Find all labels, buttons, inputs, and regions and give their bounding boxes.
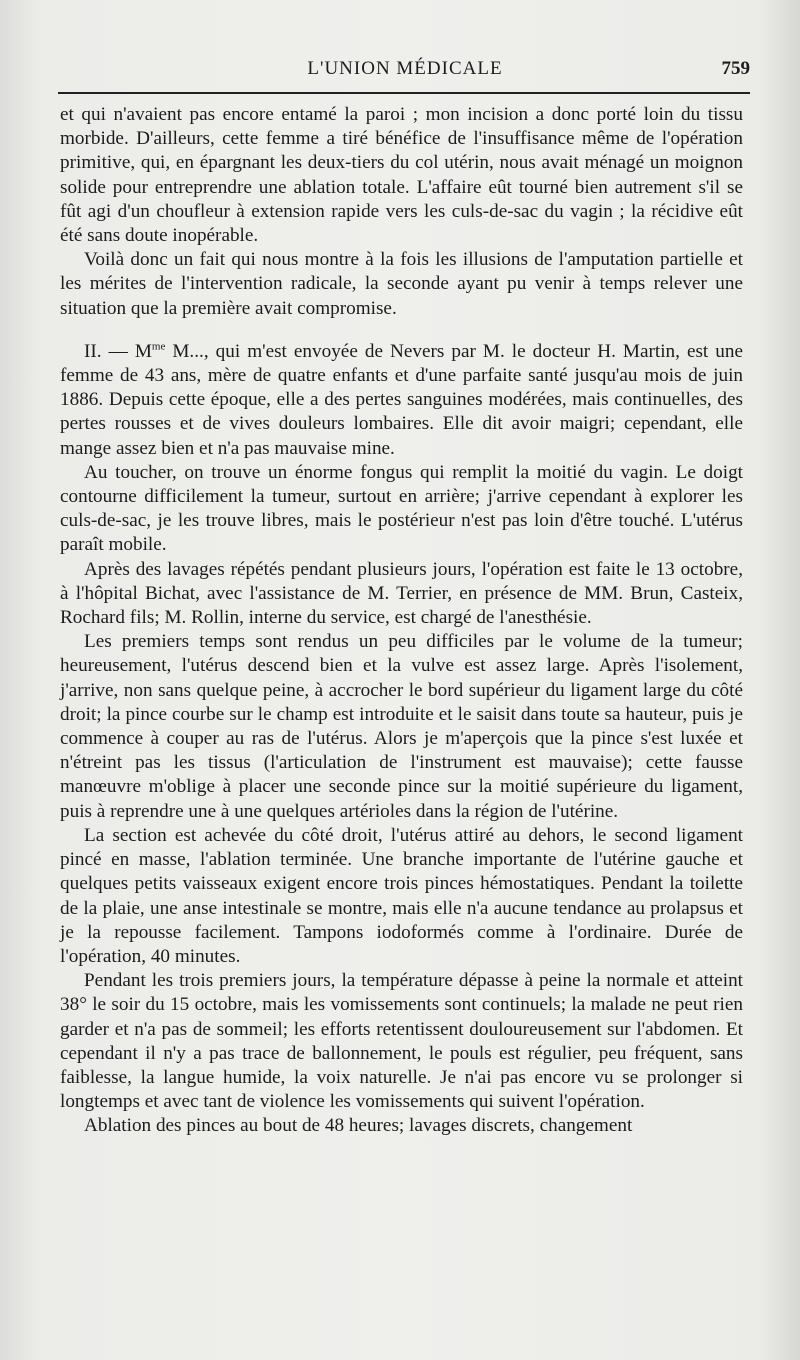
paragraph-pince-removal: Ablation des pinces au bout de 48 heures; lavages discrets, changement xyxy=(84,1115,633,1137)
paragraph-procedure: Les premiers temps sont rendus un peu difficiles par le volume de la tumeur; heureusement, l'utérus descend bien et la vulve est assez large. Après l'isolement, j'arrive, non sans quelque peine, à accrocher le bord supérieur du ligament large du côté droit; la pince courbe sur le champ est introduite et le saisit dans toute sa hauteur, puis je commence à couper au ras de l'utérus. Alors je m'aperçois que la pince s'est luxée et n'étreint pas les tissus (l'articulation de l'instrument est mauvaise); cette fausse manœuvre m'oblige à placer une seconde pince sur la moitié supérieure du ligament, puis à reprendre une à une quelques artérioles dans la région de l'utérine. xyxy=(60,631,743,822)
case-two-title-superscript: me xyxy=(151,340,166,353)
case-two-text: M..., qui m'est envoyée de Nevers par M. le docteur H. Martin, est une femme de 43 ans, mère de quatre enfants et d'une parfaite santé jusqu'au mois de juin 1886. Depuis cette époque, elle a des pertes sanguines modérées, mais continuelles, des pertes rousses et de vives douleurs lombaires. Elle dit avoir maigri; cependant, elle mange assez bien et n'a pas mauvaise mine. xyxy=(60,340,743,459)
running-header xyxy=(60,58,750,88)
article-body xyxy=(60,103,743,1139)
paragraph-postoperative: Pendant les trois premiers jours, la température dépasse à peine la normale et atteint 38° le soir du 15 octobre, mais les vomissements sont continuels; la malade ne peut rien garder et n'a pas de sommeil; les efforts retentissent douloureusement sur l'abdomen. Et cependant il n'y a pas trace de ballonnement, le pouls est régulier, peu fréquent, sans faiblesse, la langue humide, la voix naturelle. Je n'ai pas encore vu se prolonger si longtemps et avec tant de violence les vomissements qui suivent l'opération. xyxy=(60,970,743,1113)
paragraph-conclusion: Voilà donc un fait qui nous montre à la fois les illusions de l'amputation partielle et les mérites de l'intervention radicale, la seconde ayant pu venir à temps relever une situation que la première avait compromise. xyxy=(60,249,743,319)
case-two-lead: II. — M xyxy=(84,340,152,362)
paragraph-examination: Au toucher, on trouve un énorme fongus qui remplit la moitié du vagin. Le doigt contourne difficilement la tumeur, surtout en arrière; j'arrive cependant à explorer les culs-de-sac, je les trouve libres, mais le postérieur n'est pas loin d'être touché. L'utérus paraît mobile. xyxy=(60,461,743,556)
paragraph-case-two xyxy=(60,340,743,461)
paragraph-continuation: et qui n'avaient pas encore entamé la paroi ; mon incision a donc porté loin du tissu morbide. D'ailleurs, cette femme a tiré bénéfice de l'insuffisance même de l'opération primitive, qui, en épargnant les deux-tiers du col utérin, nous avait ménagé un moignon solide pour entreprendre une ablation totale. L'affaire eût tourné bien autrement s'il se fût agi d'un choufleur à extension rapide vers les culs-de-sac du vagin ; la récidive eût été sans doute inopérable. xyxy=(60,104,743,247)
header-rule xyxy=(58,92,750,94)
journal-title: L'UNION MÉDICALE xyxy=(307,58,503,79)
paragraph-operation-setup: Après des lavages répétés pendant plusieurs jours, l'opération est faite le 13 octobre, à l'hôpital Bichat, avec l'assistance de M. Terrier, en présence de MM. Brun, Casteix, Rochard fils; M. Rollin, interne du service, est chargé de l'anesthésie. xyxy=(60,558,743,629)
paragraph-section: La section est achevée du côté droit, l'utérus attiré au dehors, le second ligament pincé en masse, l'ablation terminée. Une branche importante de l'utérine gauche et quelques petits vaisseaux exigent encore trois pinces hémostatiques. Pendant la toilette de la plaie, une anse intestinale se montre, mais elle n'a aucune tendance au prolapsus et je la repousse facilement. Tampons iodoformés comme à l'ordinaire. Durée de l'opération, 40 minutes. xyxy=(60,824,743,967)
page-number: 759 xyxy=(721,58,750,79)
